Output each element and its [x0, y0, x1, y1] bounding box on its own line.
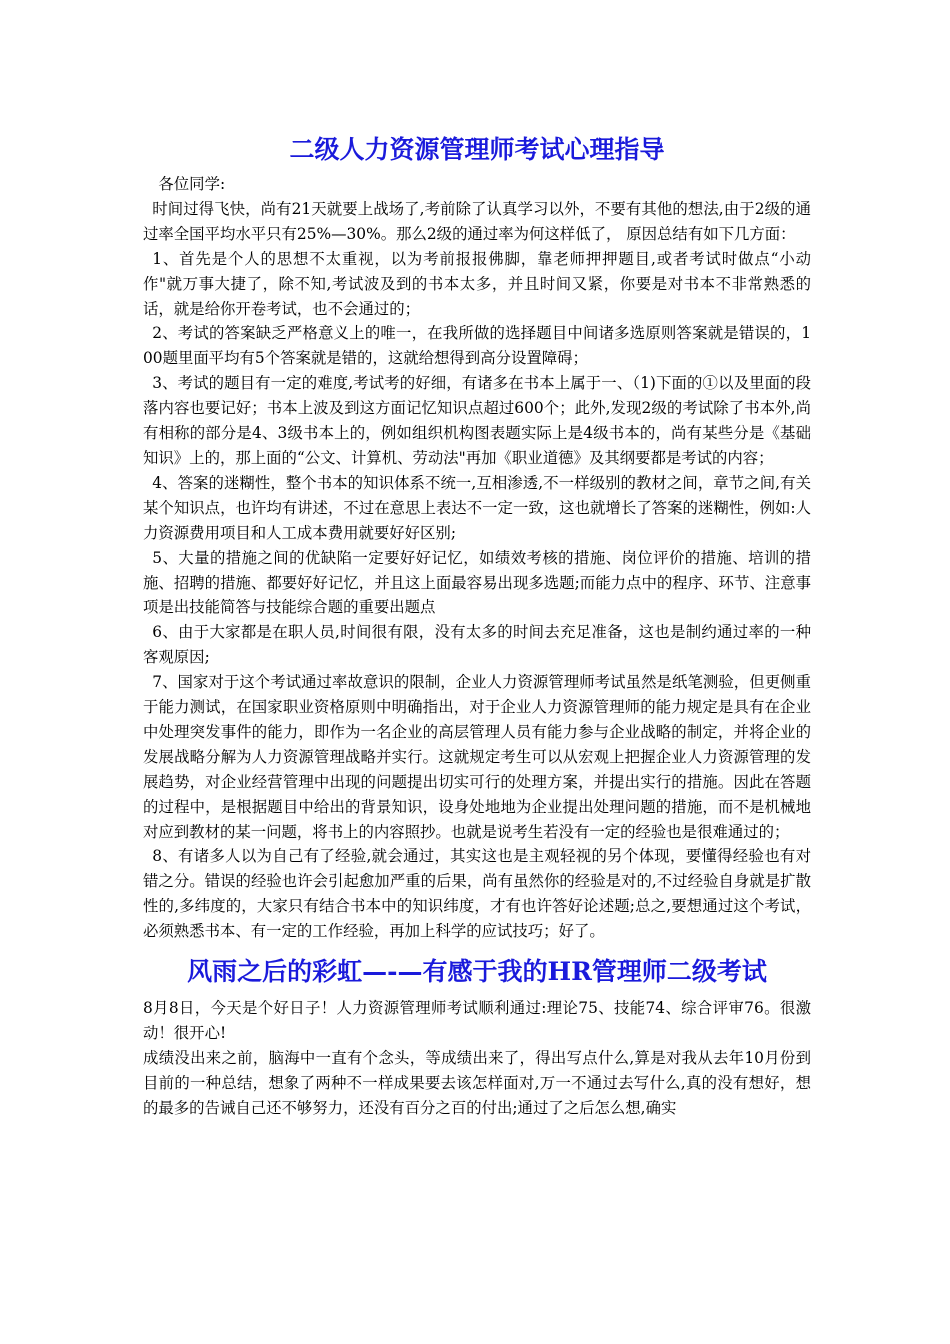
- greeting: 各位同学:: [158, 175, 226, 193]
- point-7: 7、国家对于这个考试通过率故意识的限制，企业人力资源管理师考试虽然是纸笔测验，但更侧重于能力测试，在国家职业资格原则中明确指出，对于企业人力资源管理师的能力规定是具有在企业中处理突发事件的能力，即作为一名企业的高层管理人员有能力参与企业战略的制定，并将企业的发展战略分解为人力资源管理战略并实行。这就规定考生可以从宏观上把握企业人力资源管理的发展趋势，对企业经营管理中出现的问题提出切实可行的处理方案，并提出实行的措施。因此在答题的过程中，是根据题目中给出的背景知识，设身处地地为企业提出处理问题的措施，而不是机械地对应到教材的某一问题，将书上的内容照抄。也就是说考生若没有一定的经验也是很难通过的；: [143, 673, 811, 841]
- article-2-paragraph-2: 成绩没出来之前，脑海中一直有个念头，等成绩出来了，得出写点什么,算是对我从去年10月份到目前的一种总结，想象了两种不一样成果要去该怎样面对,万一不通过去写什么,真的没有想好，想的最多的告诫自己还不够努力，还没有百分之百的付出;通过了之后怎么想,确实: [143, 1048, 811, 1117]
- article-1-title: 二级人力资源管理师考试心理指导: [289, 135, 665, 164]
- point-5: 5、大量的措施之间的优缺陷一定要好好记忆，如绩效考核的措施、岗位评价的措施、培训的措施、招聘的措施、都要好好记忆，并且这上面最容易出现多选题;而能力点中的程序、环节、注意事项是出技能简答与技能综合题的重要出题点: [143, 548, 811, 617]
- article-2-paragraph-1: 8月8日，今天是个好日子！人力资源管理师考试顺利通过:理论75、技能74、综合评审76。很激动！很开心!: [143, 999, 811, 1042]
- article-2-title: 风雨之后的彩虹—-—有感于我的HR管理师二级考试: [187, 957, 767, 987]
- document-page: [143, 128, 811, 1121]
- intro-paragraph: 时间过得飞快，尚有21天就要上战场了,考前除了认真学习以外，不要有其他的想法,由于2级的通过率全国平均水平只有25%—30%。那么2级的通过率为何这样低了， 原因总结有如下几方面：: [143, 199, 811, 243]
- point-4: 4、答案的迷糊性，整个书本的知识体系不统一,互相渗透,不一样级别的教材之间，章节之间,有关某个知识点，也许均有讲述，不过在意思上表达不一定一致，这也就增长了答案的迷糊性，例如:人力资源费用项目和人工成本费用就要好好区别;: [143, 473, 811, 542]
- point-3: 3、考试的题目有一定的难度,考试考的好细，有诸多在书本上属于一、（1)下面的①以及里面的段落内容也要记好；书本上波及到这方面记忆知识点超过600个；此外,发现2级的考试除了书本外,尚有相称的部分是4、3级书本上的，例如组织机构图表题实际上是4级书本的，尚有某些分是《基础知识》上的，那上面的“公文、计算机、劳动法"再加《职业道德》及其纲要都是考试的内容；: [143, 374, 811, 467]
- point-6: 6、由于大家都是在职人员,时间很有限，没有太多的时间去充足准备，这也是制约通过率的一种客观原因;: [143, 623, 811, 667]
- point-2: 2、考试的答案缺乏严格意义上的唯一，在我所做的选择题目中间诸多选原则答案就是错误的，100题里面平均有5个答案就是错的，这就给想得到高分设置障碍；: [143, 324, 811, 368]
- point-1: 1、首先是个人的思想不太重视，以为考前报报佛脚，靠老师押押题目,或者考试时做点“小动作"就万事大捷了，除不知,考试波及到的书本太多，并且时间又紧，你要是对书本不非常熟悉的话，就是给你开卷考试，也不会通过的；: [143, 249, 811, 318]
- point-8: 8、有诸多人以为自己有了经验,就会通过，其实这也是主观轻视的另个体现，要懂得经验也有对错之分。错误的经验也许会引起愈加严重的后果，尚有虽然你的经验是对的,不过经验自身就是扩散性的,多纬度的，大家只有结合书本中的知识纬度，才有也许答好论述题;总之,要想通过这个考试，必须熟悉书本、有一定的工作经验，再加上科学的应试技巧；好了。: [143, 847, 811, 941]
